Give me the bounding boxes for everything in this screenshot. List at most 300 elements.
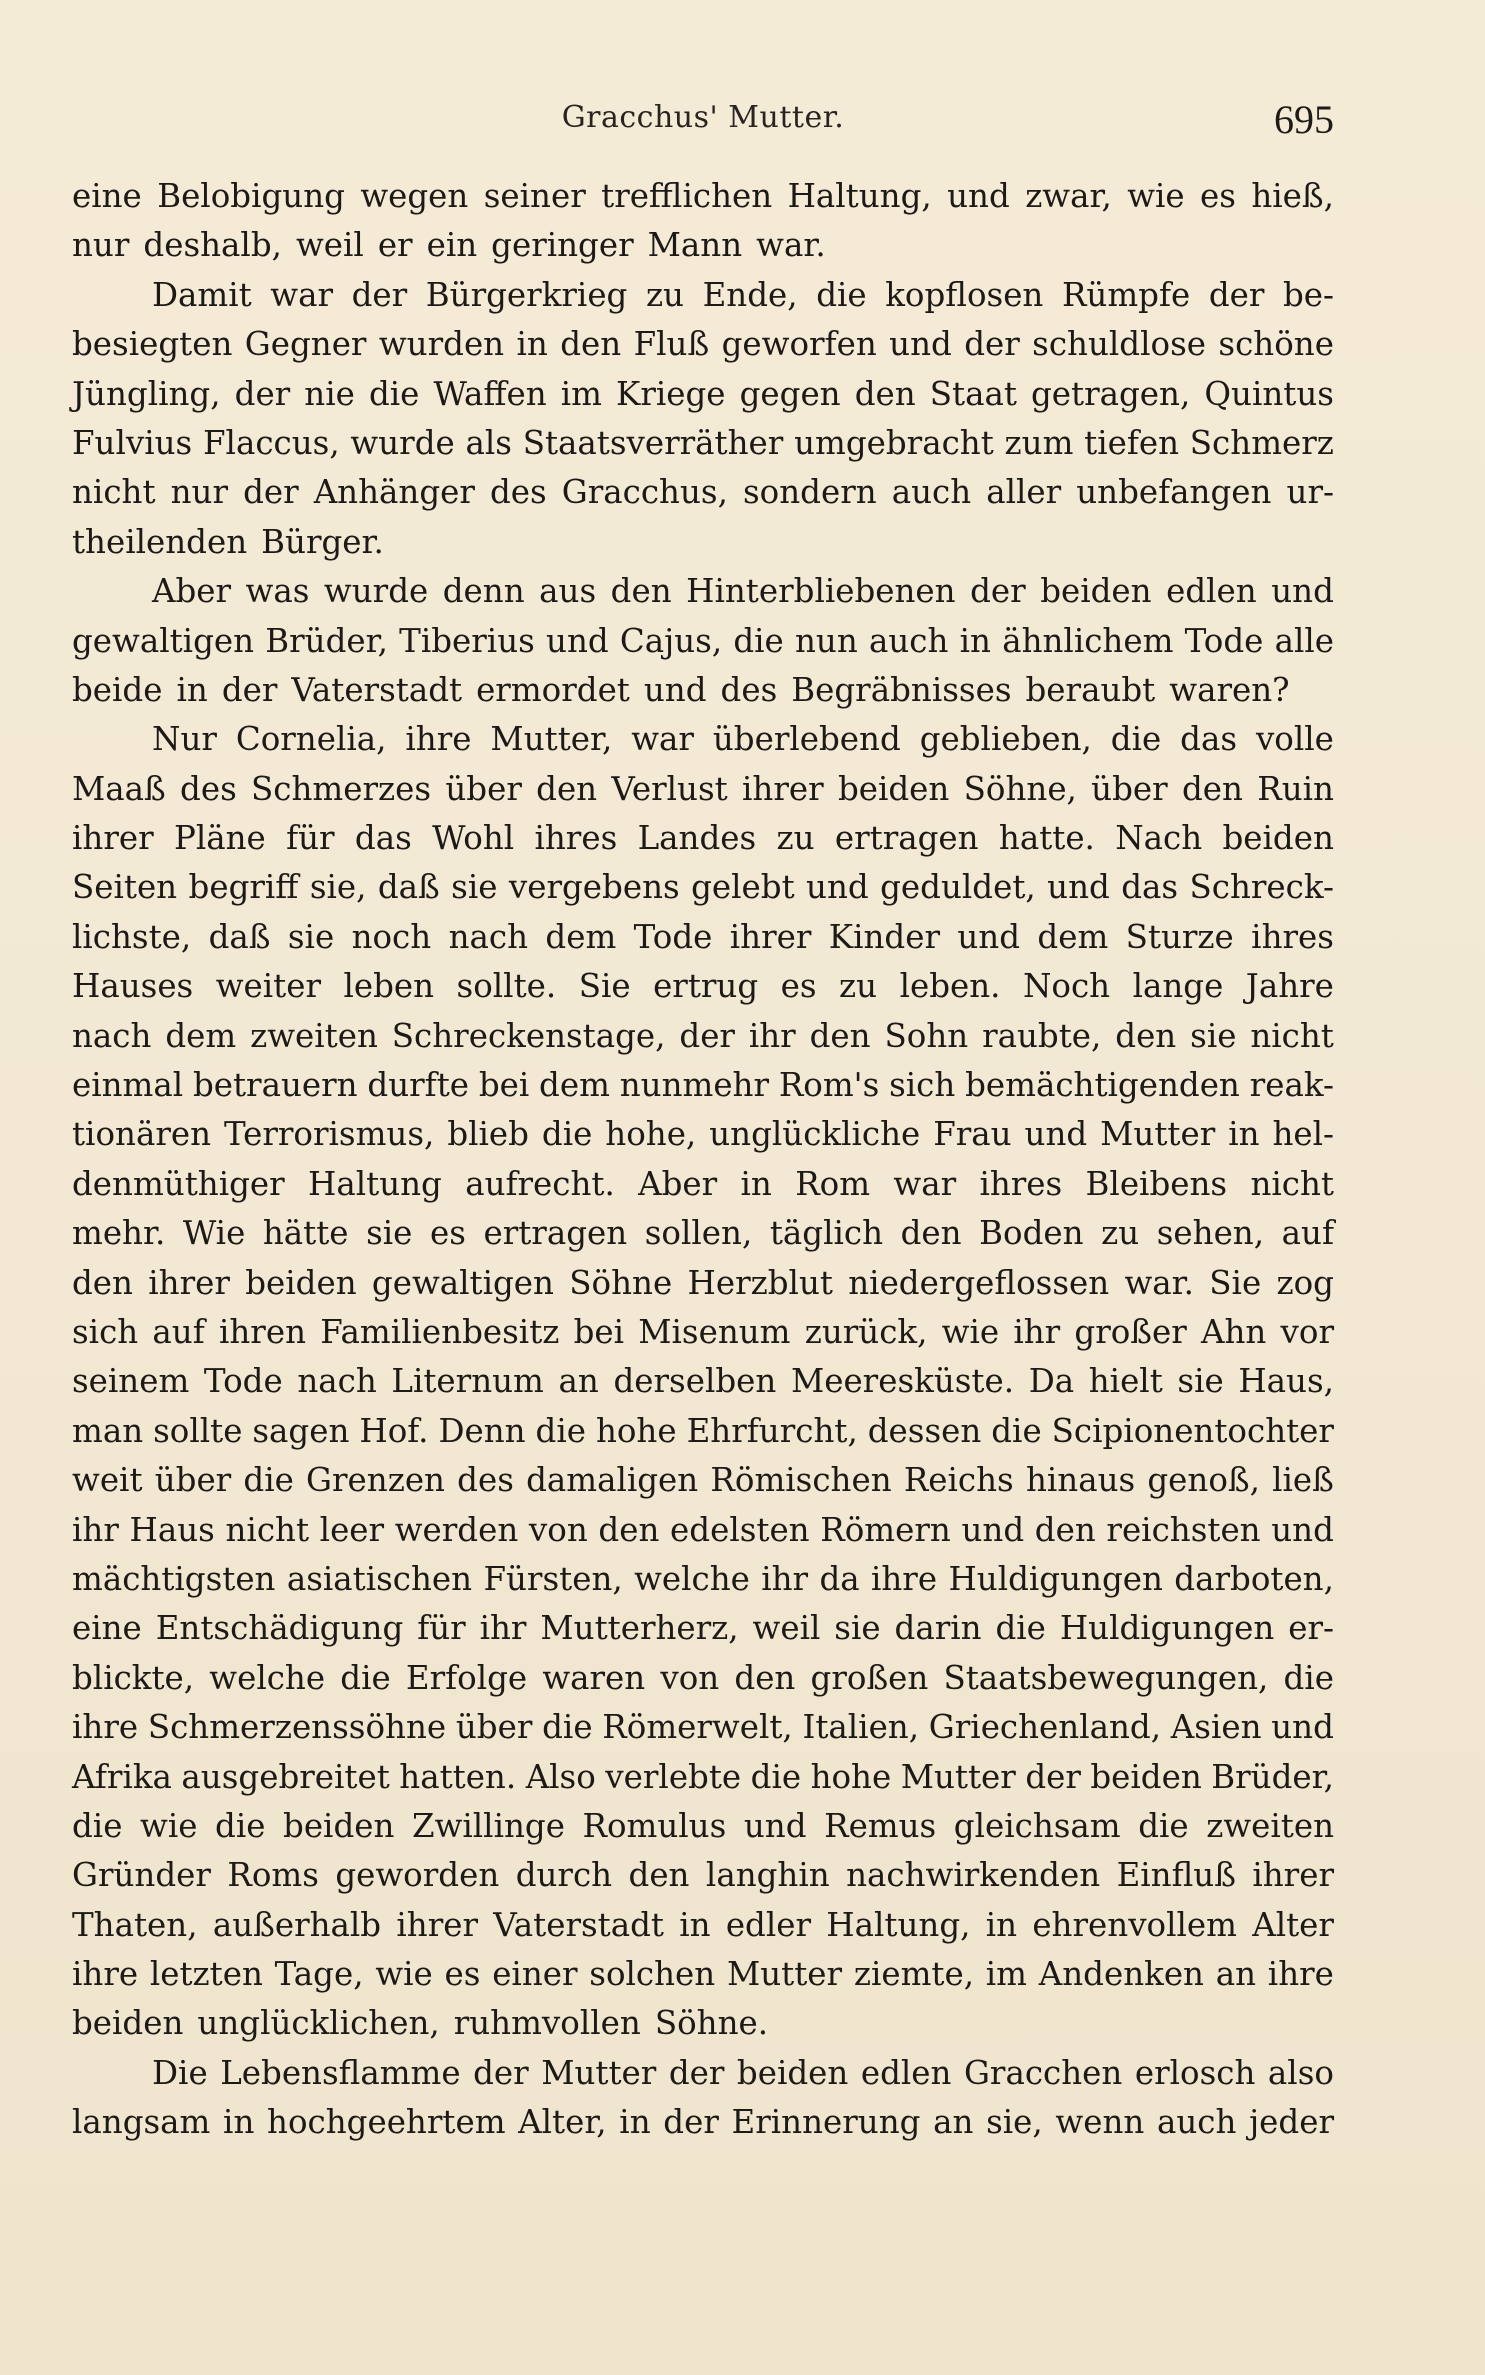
- word: be-: [1282, 275, 1334, 314]
- word: aus: [539, 572, 597, 611]
- word: Einfluß: [1116, 1856, 1236, 1895]
- word: schuldlose: [1032, 325, 1206, 364]
- word: über: [1091, 769, 1168, 808]
- word: langsam: [72, 2103, 211, 2142]
- word: des: [457, 1461, 514, 1500]
- word: Hof.: [359, 1411, 429, 1450]
- word: es: [444, 1955, 481, 1994]
- word: nie: [304, 374, 355, 413]
- word: Romulus: [582, 1806, 727, 1845]
- word: darboten,: [1174, 1559, 1334, 1598]
- word: des: [180, 769, 237, 808]
- word: nur: [72, 226, 130, 265]
- word: gegen: [739, 374, 841, 413]
- word: ehrenvollem: [1032, 1905, 1237, 1944]
- word: und: [961, 1510, 1025, 1549]
- word: großer: [1074, 1312, 1187, 1351]
- word: und: [643, 670, 707, 709]
- word: an: [1215, 1955, 1257, 1994]
- word: auch: [891, 473, 972, 512]
- word: Entschädigung: [155, 1609, 404, 1648]
- word: ließ: [1272, 1461, 1334, 1500]
- word: Cornelia,: [235, 720, 387, 759]
- word: ihres: [979, 1164, 1063, 1203]
- word: beiden: [736, 2053, 849, 2092]
- text-line: [72, 1703, 1334, 1752]
- word: zweiten: [250, 1016, 378, 1055]
- word: denn: [442, 572, 525, 611]
- word: großen: [810, 1658, 929, 1697]
- word: Begräbnisses: [791, 670, 1012, 709]
- text-line: [72, 1308, 1334, 1357]
- word: lichste,: [72, 917, 192, 956]
- word: die: [1138, 1806, 1189, 1845]
- word: beide: [72, 670, 163, 709]
- word: ihr: [761, 1559, 809, 1598]
- word: der: [473, 2053, 529, 2092]
- text-line: [72, 1604, 1334, 1653]
- word: langhin: [705, 1856, 830, 1895]
- word: auf: [1281, 1214, 1334, 1253]
- word: Haltung,: [787, 177, 932, 215]
- word: Zwillinge: [411, 1806, 565, 1845]
- word: ihr: [72, 1510, 119, 1549]
- word: edlen: [1166, 572, 1257, 611]
- text-line: [72, 2098, 1334, 2147]
- word: Flaccus,: [203, 423, 340, 462]
- text-line: [72, 1259, 1334, 1308]
- word: sagen: [252, 1411, 350, 1450]
- word: Rom: [795, 1164, 871, 1203]
- text-line: [72, 1851, 1334, 1900]
- word: Alter: [1252, 1905, 1334, 1944]
- word: weit: [72, 1461, 143, 1500]
- word: Waffen: [433, 374, 547, 413]
- word: zu: [645, 275, 684, 314]
- word: sehen,: [1156, 1214, 1265, 1253]
- word: er: [377, 226, 413, 265]
- word: sollte.: [456, 967, 557, 1006]
- word: sie: [1190, 1016, 1237, 1055]
- word: Haltung,: [826, 1905, 971, 1944]
- word: Tode: [633, 917, 713, 956]
- word: Jahre: [1245, 967, 1334, 1006]
- word: hohe: [810, 1757, 892, 1796]
- word: Brüder,: [265, 621, 388, 660]
- word: sollte: [153, 1411, 243, 1450]
- word: Remus: [824, 1806, 937, 1845]
- word: war.: [1124, 1263, 1194, 1302]
- word: in: [223, 2103, 255, 2142]
- word: dessen: [867, 1411, 982, 1450]
- word: und: [1271, 572, 1334, 611]
- word: Söhne,: [963, 769, 1077, 808]
- word: zurück,: [804, 1312, 928, 1351]
- word: die: [215, 1806, 266, 1845]
- word: edler: [725, 1905, 812, 1944]
- word: die: [1283, 1658, 1334, 1697]
- word: deshalb,: [143, 226, 282, 265]
- word: Bürger.: [261, 522, 384, 561]
- word: Brüder,: [1211, 1757, 1334, 1796]
- word: hohe,: [605, 1115, 697, 1154]
- word: Grenzen: [306, 1461, 445, 1500]
- word: Gracchen: [963, 2053, 1123, 2092]
- word: Bleibens: [1085, 1164, 1228, 1203]
- text-line: [72, 2049, 1334, 2098]
- word: die: [1110, 720, 1162, 759]
- word: wie: [375, 1955, 433, 1994]
- word: Haus: [129, 1510, 215, 1549]
- text-line: [72, 271, 1334, 320]
- word: Ahn: [1200, 1312, 1267, 1351]
- word: nur: [170, 473, 228, 512]
- word: die: [816, 275, 867, 314]
- word: seinem: [72, 1362, 190, 1401]
- word: bemächtigenden: [965, 1066, 1240, 1105]
- word: Ruin: [1257, 769, 1334, 808]
- word: werden: [394, 1510, 519, 1549]
- text-line: [72, 172, 1334, 221]
- text-line: [72, 765, 1334, 814]
- word: Tiberius: [399, 621, 535, 660]
- word: derselben: [613, 1362, 777, 1401]
- word: kopflosen: [885, 275, 1044, 314]
- word: asiatischen: [286, 1559, 473, 1598]
- word: in: [959, 621, 991, 660]
- word: leben.: [899, 967, 1001, 1006]
- word: sie: [366, 1214, 413, 1253]
- word: Schreck-: [1189, 868, 1334, 907]
- word: welche: [634, 1559, 750, 1598]
- text-line: [72, 1555, 1334, 1604]
- word: ihren: [218, 1312, 306, 1351]
- word: dem: [539, 1066, 610, 1105]
- word: daß: [208, 917, 271, 956]
- word: zog: [1276, 1263, 1334, 1302]
- text-line: [72, 468, 1334, 517]
- word: wenn: [1055, 2103, 1145, 2142]
- word: hatte.: [998, 819, 1095, 858]
- word: Erfolge: [405, 1658, 528, 1697]
- word: tiefen: [1084, 423, 1180, 462]
- word: ihr: [1013, 1312, 1061, 1351]
- word: zu: [839, 967, 878, 1006]
- word: beiden: [1090, 1757, 1202, 1796]
- word: Tage,: [274, 1955, 364, 1994]
- word: Gegner: [244, 325, 367, 364]
- word: Tode: [203, 1362, 283, 1401]
- word: raubte,: [982, 1016, 1102, 1055]
- word: nachwirkenden: [846, 1856, 1101, 1895]
- word: und: [889, 325, 952, 364]
- word: aller: [986, 473, 1062, 512]
- word: sie: [287, 917, 335, 956]
- word: umgebracht: [794, 423, 994, 462]
- word: Seiten: [72, 868, 178, 907]
- page-number: 695: [1274, 97, 1334, 142]
- text-line: [72, 1456, 1334, 1505]
- word: das: [1121, 868, 1179, 907]
- word: ur-: [1286, 473, 1334, 512]
- text-line: [72, 518, 1334, 567]
- word: Sie: [1209, 1263, 1262, 1302]
- word: für: [286, 819, 335, 858]
- word: Sie: [578, 967, 631, 1006]
- word: da: [819, 1559, 860, 1598]
- word: betrauern: [192, 1066, 358, 1105]
- word: der: [243, 473, 299, 512]
- running-title: Gracchus' Mutter.: [561, 100, 845, 135]
- word: trefflichen: [601, 177, 773, 215]
- word: über: [455, 1708, 533, 1747]
- word: waren?: [1169, 670, 1290, 709]
- word: Huldigungen: [948, 1559, 1163, 1598]
- text-line: [72, 913, 1334, 962]
- word: erlosch: [1134, 2053, 1256, 2092]
- word: besiegten: [72, 325, 233, 364]
- word: nicht: [1250, 1016, 1334, 1055]
- word: Familienbesitz: [320, 1312, 560, 1351]
- word: gewaltigen: [72, 621, 255, 660]
- word: im: [560, 374, 602, 413]
- word: Da: [1028, 1362, 1075, 1401]
- word: wurde: [350, 423, 455, 462]
- word: beiden: [837, 769, 950, 808]
- word: Terrorismus,: [223, 1115, 435, 1154]
- word: weil: [752, 1609, 821, 1648]
- word: er-: [1288, 1609, 1334, 1648]
- word: ertragen: [834, 819, 979, 858]
- word: weil: [295, 226, 364, 265]
- word: beiden: [1040, 572, 1152, 611]
- word: von: [660, 1658, 720, 1697]
- word: ihre: [72, 1708, 139, 1747]
- word: und: [743, 1806, 807, 1845]
- word: Fluß: [633, 325, 710, 364]
- word: gelebt: [691, 868, 795, 907]
- word: geblieben,: [919, 720, 1092, 759]
- word: Schreckenstage,: [391, 1016, 666, 1055]
- word: Gracchus,: [561, 473, 728, 512]
- word: einer: [492, 1955, 578, 1994]
- word: Ende,: [702, 275, 798, 314]
- word: wurden: [378, 325, 505, 364]
- word: aufrecht.: [465, 1164, 615, 1203]
- word: geworden: [335, 1856, 500, 1895]
- word: den: [900, 1214, 962, 1253]
- word: theilenden: [72, 522, 248, 561]
- word: Mutterherz,: [540, 1609, 739, 1648]
- word: Afrika: [72, 1757, 172, 1796]
- text-line: [72, 370, 1334, 419]
- word: Pläne: [173, 819, 266, 858]
- word: Staatsbewegungen,: [943, 1658, 1269, 1697]
- word: jeder: [1249, 2103, 1334, 2142]
- word: Italien,: [802, 1708, 920, 1747]
- text-line: [72, 1802, 1334, 1851]
- text-line: [72, 1160, 1334, 1209]
- word: eine: [72, 1609, 142, 1648]
- word: Römerwelt,: [602, 1708, 793, 1747]
- word: überlebend: [712, 720, 901, 759]
- word: schöne: [1218, 325, 1334, 364]
- word: Quintus: [1204, 374, 1334, 413]
- word: darin: [894, 1609, 982, 1648]
- word: und: [947, 177, 1010, 215]
- word: als: [465, 423, 512, 462]
- word: alle: [1274, 621, 1334, 660]
- word: ihrer: [742, 769, 824, 808]
- word: ihres: [534, 819, 618, 858]
- word: ruhmvollen: [453, 2004, 641, 2043]
- text-line: [72, 1061, 1334, 1110]
- word: sie,: [309, 868, 367, 907]
- word: Nur: [152, 720, 217, 759]
- word: einmal: [72, 1066, 184, 1105]
- word: dem: [1037, 917, 1109, 956]
- word: hochgeehrtem: [267, 2103, 506, 2142]
- word: die: [541, 1115, 593, 1154]
- word: auch: [869, 621, 949, 660]
- word: über: [154, 1461, 232, 1500]
- word: ziemte,: [853, 1955, 975, 1994]
- word: solchen: [589, 1955, 716, 1994]
- word: in: [740, 1164, 772, 1203]
- word: verlebte: [605, 1757, 742, 1796]
- word: für: [417, 1609, 466, 1648]
- word: die: [542, 1708, 593, 1747]
- word: Reichs: [903, 1461, 1014, 1500]
- word: außerhalb: [212, 1905, 382, 1944]
- word: wurde: [323, 572, 429, 611]
- word: Belobigung: [157, 177, 345, 215]
- word: wegen: [360, 177, 469, 215]
- word: die: [535, 1411, 586, 1450]
- word: und: [546, 621, 609, 660]
- word: beiden: [283, 1806, 395, 1845]
- word: Schmerzenssöhne: [147, 1708, 447, 1747]
- word: Mutter: [541, 2053, 657, 2092]
- word: Liternum: [391, 1362, 544, 1401]
- word: Mann: [647, 226, 743, 265]
- word: Scipionentochter: [1051, 1411, 1334, 1450]
- page-header: [72, 92, 1334, 152]
- word: war: [270, 275, 334, 314]
- word: die: [72, 1806, 123, 1845]
- word: ihr: [479, 1609, 527, 1648]
- text-line: [72, 1357, 1334, 1406]
- word: Rom's: [778, 1066, 880, 1105]
- word: Hauses: [72, 967, 194, 1006]
- word: waren: [542, 1658, 646, 1697]
- word: Staatsverräther: [522, 423, 784, 462]
- text-line: [72, 1012, 1334, 1061]
- word: Ehrfurcht,: [686, 1411, 858, 1450]
- word: ein: [426, 226, 478, 265]
- word: die: [340, 1658, 391, 1697]
- word: nach: [297, 1362, 377, 1401]
- word: Kriege: [616, 374, 726, 413]
- text-line: [72, 320, 1334, 369]
- word: Vaterstadt: [493, 1905, 664, 1944]
- word: die: [243, 1461, 294, 1500]
- word: täglich: [769, 1214, 884, 1253]
- word: Schmerz: [1189, 423, 1334, 462]
- word: es: [429, 1214, 466, 1253]
- text-line: [72, 617, 1334, 666]
- word: tionären: [72, 1115, 212, 1154]
- word: hatten.: [399, 1757, 517, 1796]
- word: was: [245, 572, 310, 611]
- word: den: [560, 325, 622, 364]
- word: war: [631, 720, 694, 759]
- word: ihrer: [72, 819, 154, 858]
- text-line: [72, 1753, 1334, 1802]
- word: Thaten,: [72, 1905, 198, 1944]
- word: Nach: [1115, 819, 1203, 858]
- word: Kinder: [828, 917, 940, 956]
- word: mehr.: [72, 1214, 166, 1253]
- word: durfte: [367, 1066, 470, 1105]
- word: reichsten: [1106, 1510, 1261, 1549]
- text-line: [72, 1999, 1334, 2048]
- word: Söhne: [569, 1263, 673, 1302]
- word: zu: [1101, 1214, 1140, 1253]
- word: geworfen: [721, 325, 877, 364]
- word: zu: [776, 819, 815, 858]
- word: den: [1115, 1016, 1177, 1055]
- word: ihre: [405, 720, 472, 759]
- word: der: [679, 1016, 735, 1055]
- word: ihrer: [148, 1263, 230, 1302]
- word: Mutter: [726, 1955, 843, 1994]
- word: den: [1181, 769, 1243, 808]
- word: mächtigsten: [72, 1559, 276, 1598]
- word: sollen,: [644, 1214, 753, 1253]
- text-line: [72, 1110, 1334, 1159]
- word: sie: [451, 868, 498, 907]
- text-line: [72, 567, 1334, 616]
- text-line: [72, 1407, 1334, 1456]
- word: den: [536, 769, 598, 808]
- word: den: [72, 1263, 133, 1302]
- word: Hinterbliebenen: [686, 572, 956, 611]
- word: zweiten: [1206, 1806, 1334, 1845]
- word: der: [234, 374, 291, 413]
- word: damaligen: [526, 1461, 699, 1500]
- word: ihre: [870, 1559, 938, 1598]
- word: dem: [545, 917, 617, 956]
- word: Wie: [182, 1214, 246, 1253]
- word: geduldet,: [880, 868, 1036, 907]
- word: Vaterstadt: [291, 670, 463, 709]
- word: weiter: [215, 967, 321, 1006]
- text-line: [72, 419, 1334, 468]
- word: der: [970, 572, 1026, 611]
- word: unglückliche: [709, 1115, 921, 1154]
- word: Denn: [438, 1411, 526, 1450]
- word: vor: [1280, 1312, 1334, 1351]
- word: hohe: [595, 1411, 677, 1450]
- word: daß: [377, 868, 440, 907]
- word: Erinnerung: [731, 2103, 921, 2142]
- word: und: [957, 917, 1021, 956]
- word: die: [368, 374, 420, 413]
- word: den: [1034, 1510, 1096, 1549]
- word: unglücklichen,: [197, 2004, 440, 2043]
- word: Mutter,: [490, 720, 613, 759]
